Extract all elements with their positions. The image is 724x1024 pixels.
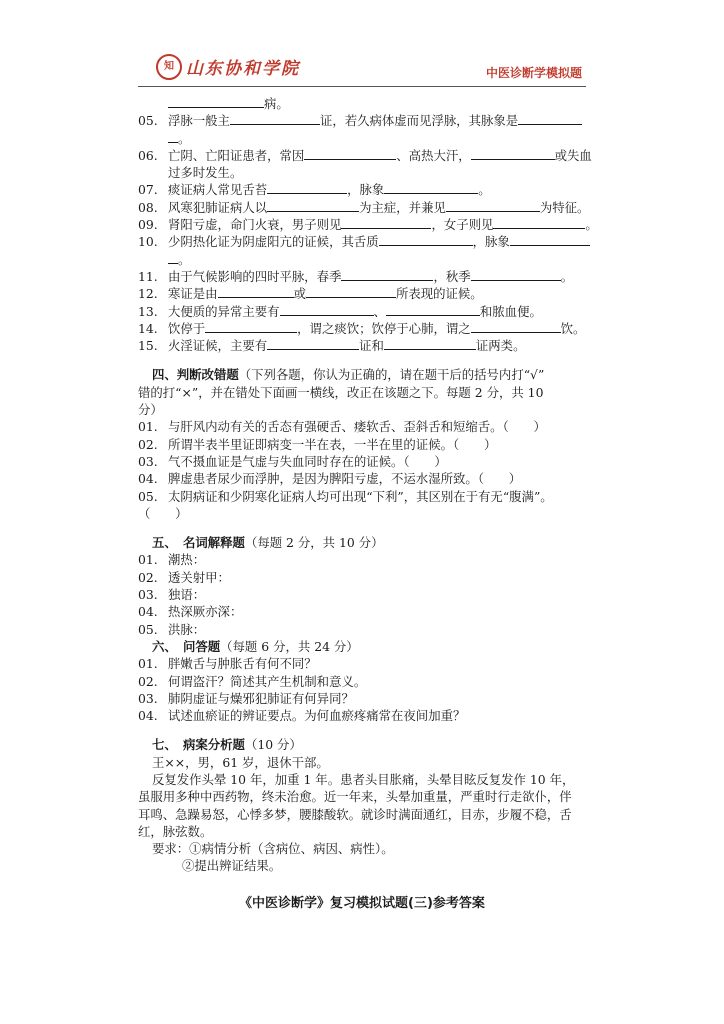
answer-blank (510, 233, 590, 246)
item-text: 为主症，并兼见 (359, 199, 446, 215)
item-text: 与肝风内动有关的舌态有强硬舌、痿软舌、歪斜舌和短缩舌。（ ） (168, 419, 546, 435)
judge-item (138, 436, 610, 453)
case-requirement-1: 要求：①病情分析（含病位、病因、病性）。 (152, 841, 394, 857)
answer-key-title: 《中医诊断学》复习模拟试题(三)参考答案 (239, 896, 485, 911)
item-number: 11. (138, 268, 158, 284)
item-number: 05. (138, 621, 158, 637)
item-number: 05. (138, 113, 158, 129)
case-line: 耳鸣、急躁易怒，心悸多梦，腰膝酸软。就诊时满面通红，目赤，步履不稳，舌 (138, 806, 572, 822)
item-text: 和脓血便。 (479, 303, 542, 319)
item-text: 热深厥亦深： (168, 604, 243, 620)
fill-item (138, 268, 610, 285)
item-text: 病。 (264, 96, 289, 111)
term-item (138, 586, 610, 603)
answer-blank (384, 181, 478, 194)
term-item (138, 603, 610, 620)
item-number: 02. (138, 569, 158, 585)
item-text: 饮。 (560, 320, 586, 336)
judge-last-bracket: （ ） (138, 505, 188, 521)
item-text: 饮停于 (168, 320, 206, 336)
fill-item (138, 181, 610, 198)
term-item (138, 569, 610, 586)
answer-blank (471, 320, 561, 333)
item-text: 少阴热化证为阴虚阳亢的证候，其舌质 (168, 234, 379, 250)
item-text: 火淫证候，主要有 (168, 338, 268, 354)
fill-item (138, 337, 610, 354)
answer-blank (205, 320, 297, 333)
item-text: 由于气候影响的四时平脉，春季 (168, 268, 342, 284)
item-text: 肺阴虚证与燥邪犯肺证有何异同？ (168, 690, 354, 706)
item-text: 。 (585, 217, 598, 233)
item-text: 洪脉： (168, 621, 206, 637)
judge-heading: 四、判断改错题（下列各题，你认为正确的，请在题干后的括号内打“√” (152, 367, 545, 383)
item-number: 02. (138, 673, 158, 689)
judge-item (138, 488, 610, 505)
case-text (138, 771, 610, 840)
case-line: 虽服用多种中西药物，终未治愈。近一年来，头晕加重量，严重时行走欲仆，伴 (138, 789, 572, 805)
item-text: 。 (478, 182, 491, 198)
answer-blank (518, 112, 582, 125)
answer-blank (230, 112, 320, 125)
item-text: 气不摄血证是气虚与失血同时存在的证候。（ ） (168, 453, 447, 469)
item-text: 痰证病人常见舌苔 (168, 182, 268, 198)
qa-heading: 六、 问答题（每题 6 分，共 24 分） (152, 638, 359, 654)
item-text: ，脉象 (472, 234, 510, 250)
answer-blank (304, 147, 396, 160)
item-number: 03. (138, 690, 158, 706)
question-item (138, 673, 610, 690)
item-number: 10. (138, 234, 158, 250)
judge-item (138, 418, 610, 435)
judge-desc-3: 分） (138, 402, 163, 418)
item-text: 寒证是由 (168, 286, 218, 302)
item-number: 14. (138, 320, 158, 336)
item-text: 胖嫩舌与肿胀舌有何不同？ (168, 656, 317, 672)
item-number: 13. (138, 303, 158, 319)
item-text: 、高热大汗， (396, 147, 471, 163)
answer-blank (471, 268, 561, 281)
item-text: 证，若久病体虚而见浮脉，其脉象是 (319, 113, 519, 129)
case-line: 红，脉弦数。 (138, 823, 213, 839)
fill-item (138, 199, 610, 216)
item-number: 04. (138, 471, 158, 487)
question-item (138, 707, 610, 724)
answer-blank (267, 199, 359, 212)
item-text: 。 (560, 268, 574, 284)
item-text: 大便质的异常主要有 (168, 303, 280, 319)
item-text: 独语： (168, 587, 206, 603)
item-text: ，女子则见 (431, 217, 494, 233)
item-number: 12. (138, 286, 158, 302)
item-text: 或 (293, 286, 306, 302)
item-text: 潮热： (168, 552, 206, 568)
answer-blank (306, 285, 396, 298)
item-number: 01. (138, 552, 158, 568)
case-patient: 王××，男，61 岁，退休干部。 (152, 754, 329, 770)
item-text: 亡阴、亡阳证患者，常因 (168, 147, 305, 163)
item-text: 透关射甲： (168, 569, 230, 585)
fill-item (138, 303, 610, 320)
answer-blank (267, 337, 359, 350)
fill-item (138, 233, 610, 250)
answer-blank (168, 130, 178, 143)
item-text: 所谓半表半里证即病变一半在表，一半在里的证候。（ ） (168, 436, 497, 452)
item-number: 01. (138, 419, 158, 435)
item-number: 03. (138, 453, 158, 469)
item-text: 脾虚患者尿少而浮肿，是因为脾阳亏虚，不运水湿所致。（ ） (168, 471, 522, 487)
college-seal-icon: 知 (156, 54, 182, 80)
answer-blank (386, 303, 480, 316)
answer-blank (384, 337, 476, 350)
item-text: 风寒犯肺证病人以 (168, 199, 268, 215)
fill-item (138, 130, 610, 147)
item-text: 过多时发生。 (168, 165, 243, 181)
terms-list (138, 551, 610, 637)
item-number: 04. (138, 604, 158, 620)
term-item (138, 621, 610, 638)
item-number: 01. (138, 656, 158, 672)
qa-list (138, 655, 610, 724)
page-header (138, 50, 586, 87)
item-number: 03. (138, 587, 158, 603)
question-item (138, 655, 610, 672)
item-text: 太阴病证和少阴寒化证病人均可出现“下利”，其区别在于有无“腹满”。 (168, 488, 553, 504)
fill-item (138, 285, 610, 302)
item-text: 为特征。 (539, 199, 590, 215)
header-title: 中医诊断学模拟题 (485, 66, 582, 80)
fill-item (138, 216, 610, 233)
answer-blank (218, 285, 294, 298)
judge-list (138, 418, 610, 504)
item-number: 06. (138, 147, 158, 163)
answer-blank (168, 251, 178, 264)
answer-blank (267, 181, 347, 194)
exam-content (138, 95, 610, 875)
question-item (138, 690, 610, 707)
terms-heading: 五、 名词解释题（每题 2 分，共 10 分） (152, 535, 384, 551)
case-requirement-2: ②提出辨证结果。 (182, 858, 282, 874)
answer-blank (493, 216, 585, 229)
judge-item (138, 470, 610, 487)
fill-item (138, 164, 610, 181)
case-heading: 七、 病案分析题（10 分） (152, 737, 302, 753)
item-number: 07. (138, 182, 158, 198)
item-text: 浮脉一般主 (168, 113, 230, 129)
fill-item (138, 112, 610, 129)
item-text: 试述血瘀证的辨证要点。为何血瘀疼痛常在夜间加重？ (168, 708, 466, 724)
item-number: 02. (138, 436, 158, 452)
item-number: 15. (138, 338, 158, 354)
item-text: 证两类。 (475, 338, 526, 354)
fill-item (138, 251, 610, 268)
judge-item (138, 453, 610, 470)
item-text: ，谓之痰饮；饮停于心肺，谓之 (297, 320, 471, 336)
item-number: 04. (138, 708, 158, 724)
fill-item (138, 147, 610, 164)
judge-desc-2: 错的打“×”，并在错处下面画一横线，改正在该题之下。每题 2 分，共 10 (138, 384, 544, 400)
fill-in-section (138, 95, 610, 354)
fill-item (138, 320, 610, 337)
answer-blank (379, 233, 473, 246)
item-text: 、 (373, 303, 386, 319)
case-line: 反复发作头晕 10 年，加重 1 年。患者头目胀痛，头晕目眩反复发作 10 年， (152, 771, 575, 787)
item-text: ，脉象 (347, 182, 385, 198)
term-item (138, 551, 610, 568)
item-text: 肾阳亏虚，命门火衰，男子则见 (168, 217, 342, 233)
answer-blank (471, 147, 555, 160)
answer-blank (280, 303, 374, 316)
item-text: 证和 (359, 338, 384, 354)
college-logo-text: 山东协和学院 (186, 59, 300, 79)
item-number: 08. (138, 199, 158, 215)
item-text: 。 (178, 251, 191, 267)
item-text: ，秋季 (433, 268, 471, 284)
answer-blank (446, 199, 540, 212)
answer-blank (341, 216, 431, 229)
item-text: 或失血 (554, 147, 592, 163)
item-text: 。 (178, 130, 191, 146)
item-text: 何谓盗汗？简述其产生机制和意义。 (168, 673, 367, 689)
answer-blank (341, 268, 433, 281)
fill-item (138, 95, 610, 112)
item-number: 09. (138, 217, 158, 233)
answer-blank (168, 95, 264, 108)
item-text: 所表现的证候。 (395, 286, 483, 302)
item-number: 05. (138, 488, 158, 504)
